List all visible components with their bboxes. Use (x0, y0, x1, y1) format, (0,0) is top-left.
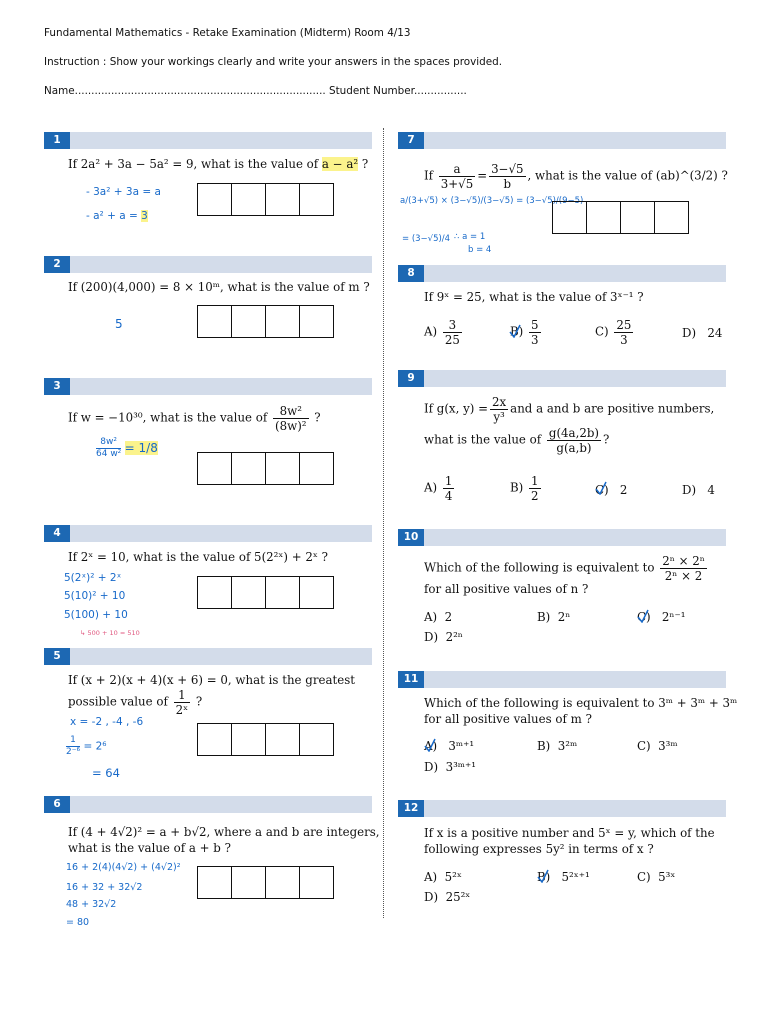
question-bar-4 (44, 525, 372, 542)
handwritten-answer: = 80 (66, 917, 90, 928)
handwritten-answer: 5 (115, 317, 123, 331)
option-b[interactable]: B) 2ⁿ (537, 610, 571, 624)
question-text: If x is a positive number and 5ˣ = y, which of the (424, 826, 715, 840)
handwritten-work: ∴ a = 1 (454, 232, 486, 242)
handwritten-work: 48 + 32√2 (66, 899, 117, 910)
check-mark-icon (594, 481, 608, 495)
option-a[interactable]: A) $\frac{3}{25}$ (424, 318, 460, 347)
question-text: If (200)(4,000) = 8 × 10ᵐ, what is the value of m ? (68, 280, 370, 294)
column-divider (383, 128, 384, 918)
handwritten-note: ↳ 500 + 10 = 510 (80, 629, 140, 637)
check-mark-icon (508, 324, 522, 338)
question-bar-7 (398, 132, 726, 149)
question-text: If 2a² + 3a − 5a² = 9, what is the value of a − a² ? (68, 157, 369, 171)
question-text: If g(x, y) = $\frac{2x}{\text{y³}}$ and a and b are positive numbers, (424, 395, 715, 424)
check-mark-icon (536, 869, 550, 883)
question-bar-12 (398, 800, 726, 817)
check-mark-icon (636, 609, 650, 623)
question-bar-2 (44, 256, 372, 273)
question-bar-10 (398, 529, 726, 546)
question-text: If (4 + 4√2)² = a + b√2, where a and b are integers, (68, 825, 380, 839)
question-text: for all positive values of n ? (424, 582, 589, 596)
handwritten-answer: = 64 (92, 766, 120, 780)
handwritten-work: - 3a² + 3a = a (86, 186, 161, 198)
question-text: If 9ˣ = 25, what is the value of 3ˣ⁻¹ ? (424, 290, 644, 304)
question-text: If $\frac{a}{3+√5}$ = $\frac{3-√5}{b}$ , what is the value of (ab)^(3/2) ? (424, 162, 728, 191)
question-number: 9 (398, 370, 424, 387)
question-number: 11 (398, 671, 424, 688)
option-c[interactable]: C) $\frac{25}{3}$ (595, 318, 632, 347)
answer-grid[interactable] (197, 305, 334, 338)
check-mark-icon (423, 738, 437, 752)
option-b[interactable]: B) $\frac{5}{3}$ (510, 318, 539, 347)
question-bar-3 (44, 378, 372, 395)
question-text: what is the value of a + b ? (68, 841, 231, 855)
handwritten-work: x = -2 , -4 , -6 (70, 716, 144, 728)
handwritten-answer: = 1/8 (124, 440, 158, 455)
question-number: 3 (44, 378, 70, 395)
option-b[interactable]: B) 3²ᵐ (537, 739, 578, 753)
handwritten-work: $\frac{\text{8w²}}{\text{64 w²}}$ = 1/8 (96, 437, 158, 459)
option-c[interactable]: C) 2ⁿ⁻¹ (637, 610, 686, 624)
option-b[interactable]: B) 5²ˣ⁺¹ (537, 870, 590, 884)
question-number: 12 (398, 800, 424, 817)
handwritten-work: b = 4 (468, 245, 492, 255)
option-a[interactable]: A) 3ᵐ⁺¹ (424, 739, 475, 753)
handwritten-work: = (3−√5)/4 (402, 234, 451, 244)
option-c[interactable]: C) 3³ᵐ (637, 739, 678, 753)
question-text: If 2ˣ = 10, what is the value of 5(2²ˣ) + 2ˣ ? (68, 550, 328, 564)
handwritten-answer: 3 (141, 210, 148, 222)
question-number: 2 (44, 256, 70, 273)
question-number: 6 (44, 796, 70, 813)
option-c[interactable]: C) 5³ˣ (637, 870, 676, 884)
option-d[interactable]: D) 24 (682, 326, 723, 340)
handwritten-work: 16 + 32 + 32√2 (66, 882, 143, 893)
highlighted-expression: a − a² (321, 157, 359, 171)
question-text: If (x + 2)(x + 4)(x + 6) = 0, what is the greatest (68, 673, 355, 687)
option-a[interactable]: A) 2 (424, 610, 453, 624)
question-bar-5 (44, 648, 372, 665)
question-text: for all positive values of m ? (424, 712, 592, 726)
question-bar-6 (44, 796, 372, 813)
handwritten-work: 5(10)² + 10 (64, 590, 126, 602)
question-number: 4 (44, 525, 70, 542)
handwritten-work: 16 + 2(4)(4√2) + (4√2)² (66, 862, 181, 873)
question-text: following expresses 5y² in terms of x ? (424, 842, 654, 856)
handwritten-work: $\frac{1}{\text{2⁻⁶}}$ = 2⁶ (66, 735, 107, 757)
question-bar-9 (398, 370, 726, 387)
question-text: If w = −10³⁰, what is the value of $\frac{\text{8w²}}{\text{(8w)²}}$ ? (68, 404, 321, 433)
option-d[interactable]: D) 3³ᵐ⁺¹ (424, 760, 476, 774)
question-number: 1 (44, 132, 70, 149)
question-number: 8 (398, 265, 424, 282)
answer-grid[interactable] (197, 452, 334, 485)
question-text: Which of the following is equivalent to 3ᵐ + 3ᵐ + 3ᵐ (424, 696, 738, 710)
handwritten-work: a/(3+√5) × (3−√5)/(3−√5) = (3−√5)/(9−5) (400, 196, 584, 206)
instruction-text: Instruction : Show your workings clearly and write your answers in the spaces provided. (44, 56, 503, 68)
answer-grid[interactable] (197, 183, 334, 216)
question-bar-11 (398, 671, 726, 688)
question-text: what is the value of $\frac{g(4a,2b)}{g(a,b)}$ ? (424, 426, 610, 455)
question-number: 5 (44, 648, 70, 665)
answer-grid[interactable] (197, 723, 334, 756)
exam-title: Fundamental Mathematics - Retake Examination (Midterm) Room 4/13 (44, 27, 411, 39)
answer-grid[interactable] (197, 866, 334, 899)
option-b[interactable]: B) $\frac{1}{2}$ (510, 474, 539, 503)
name-student-line: Name............................................................................ Student Number................ (44, 85, 467, 97)
option-d[interactable]: D) 25²ˣ (424, 890, 471, 904)
handwritten-work: 5(100) + 10 (64, 609, 128, 621)
answer-grid[interactable] (197, 576, 334, 609)
question-text: possible value of $\frac{1}{\text{2ˣ}}$ ? (68, 688, 203, 717)
question-number: 7 (398, 132, 424, 149)
option-a[interactable]: A) 5²ˣ (424, 870, 462, 884)
question-bar-1 (44, 132, 372, 149)
question-number: 10 (398, 529, 424, 546)
handwritten-work: 5(2ˣ)² + 2ˣ (64, 572, 122, 584)
option-c[interactable]: C) 2 (595, 483, 628, 497)
question-text: Which of the following is equivalent to $\frac{\text{2ⁿ × 2ⁿ}}{\text{2ⁿ × 2}}$ (424, 554, 705, 583)
option-d[interactable]: D) 2²ⁿ (424, 630, 463, 644)
option-d[interactable]: D) 4 (682, 483, 715, 497)
answer-grid[interactable] (552, 201, 689, 234)
handwritten-work: - a² + a = 3 (86, 210, 148, 222)
option-a[interactable]: A) $\frac{1}{4}$ (424, 474, 453, 503)
question-bar-8 (398, 265, 726, 282)
